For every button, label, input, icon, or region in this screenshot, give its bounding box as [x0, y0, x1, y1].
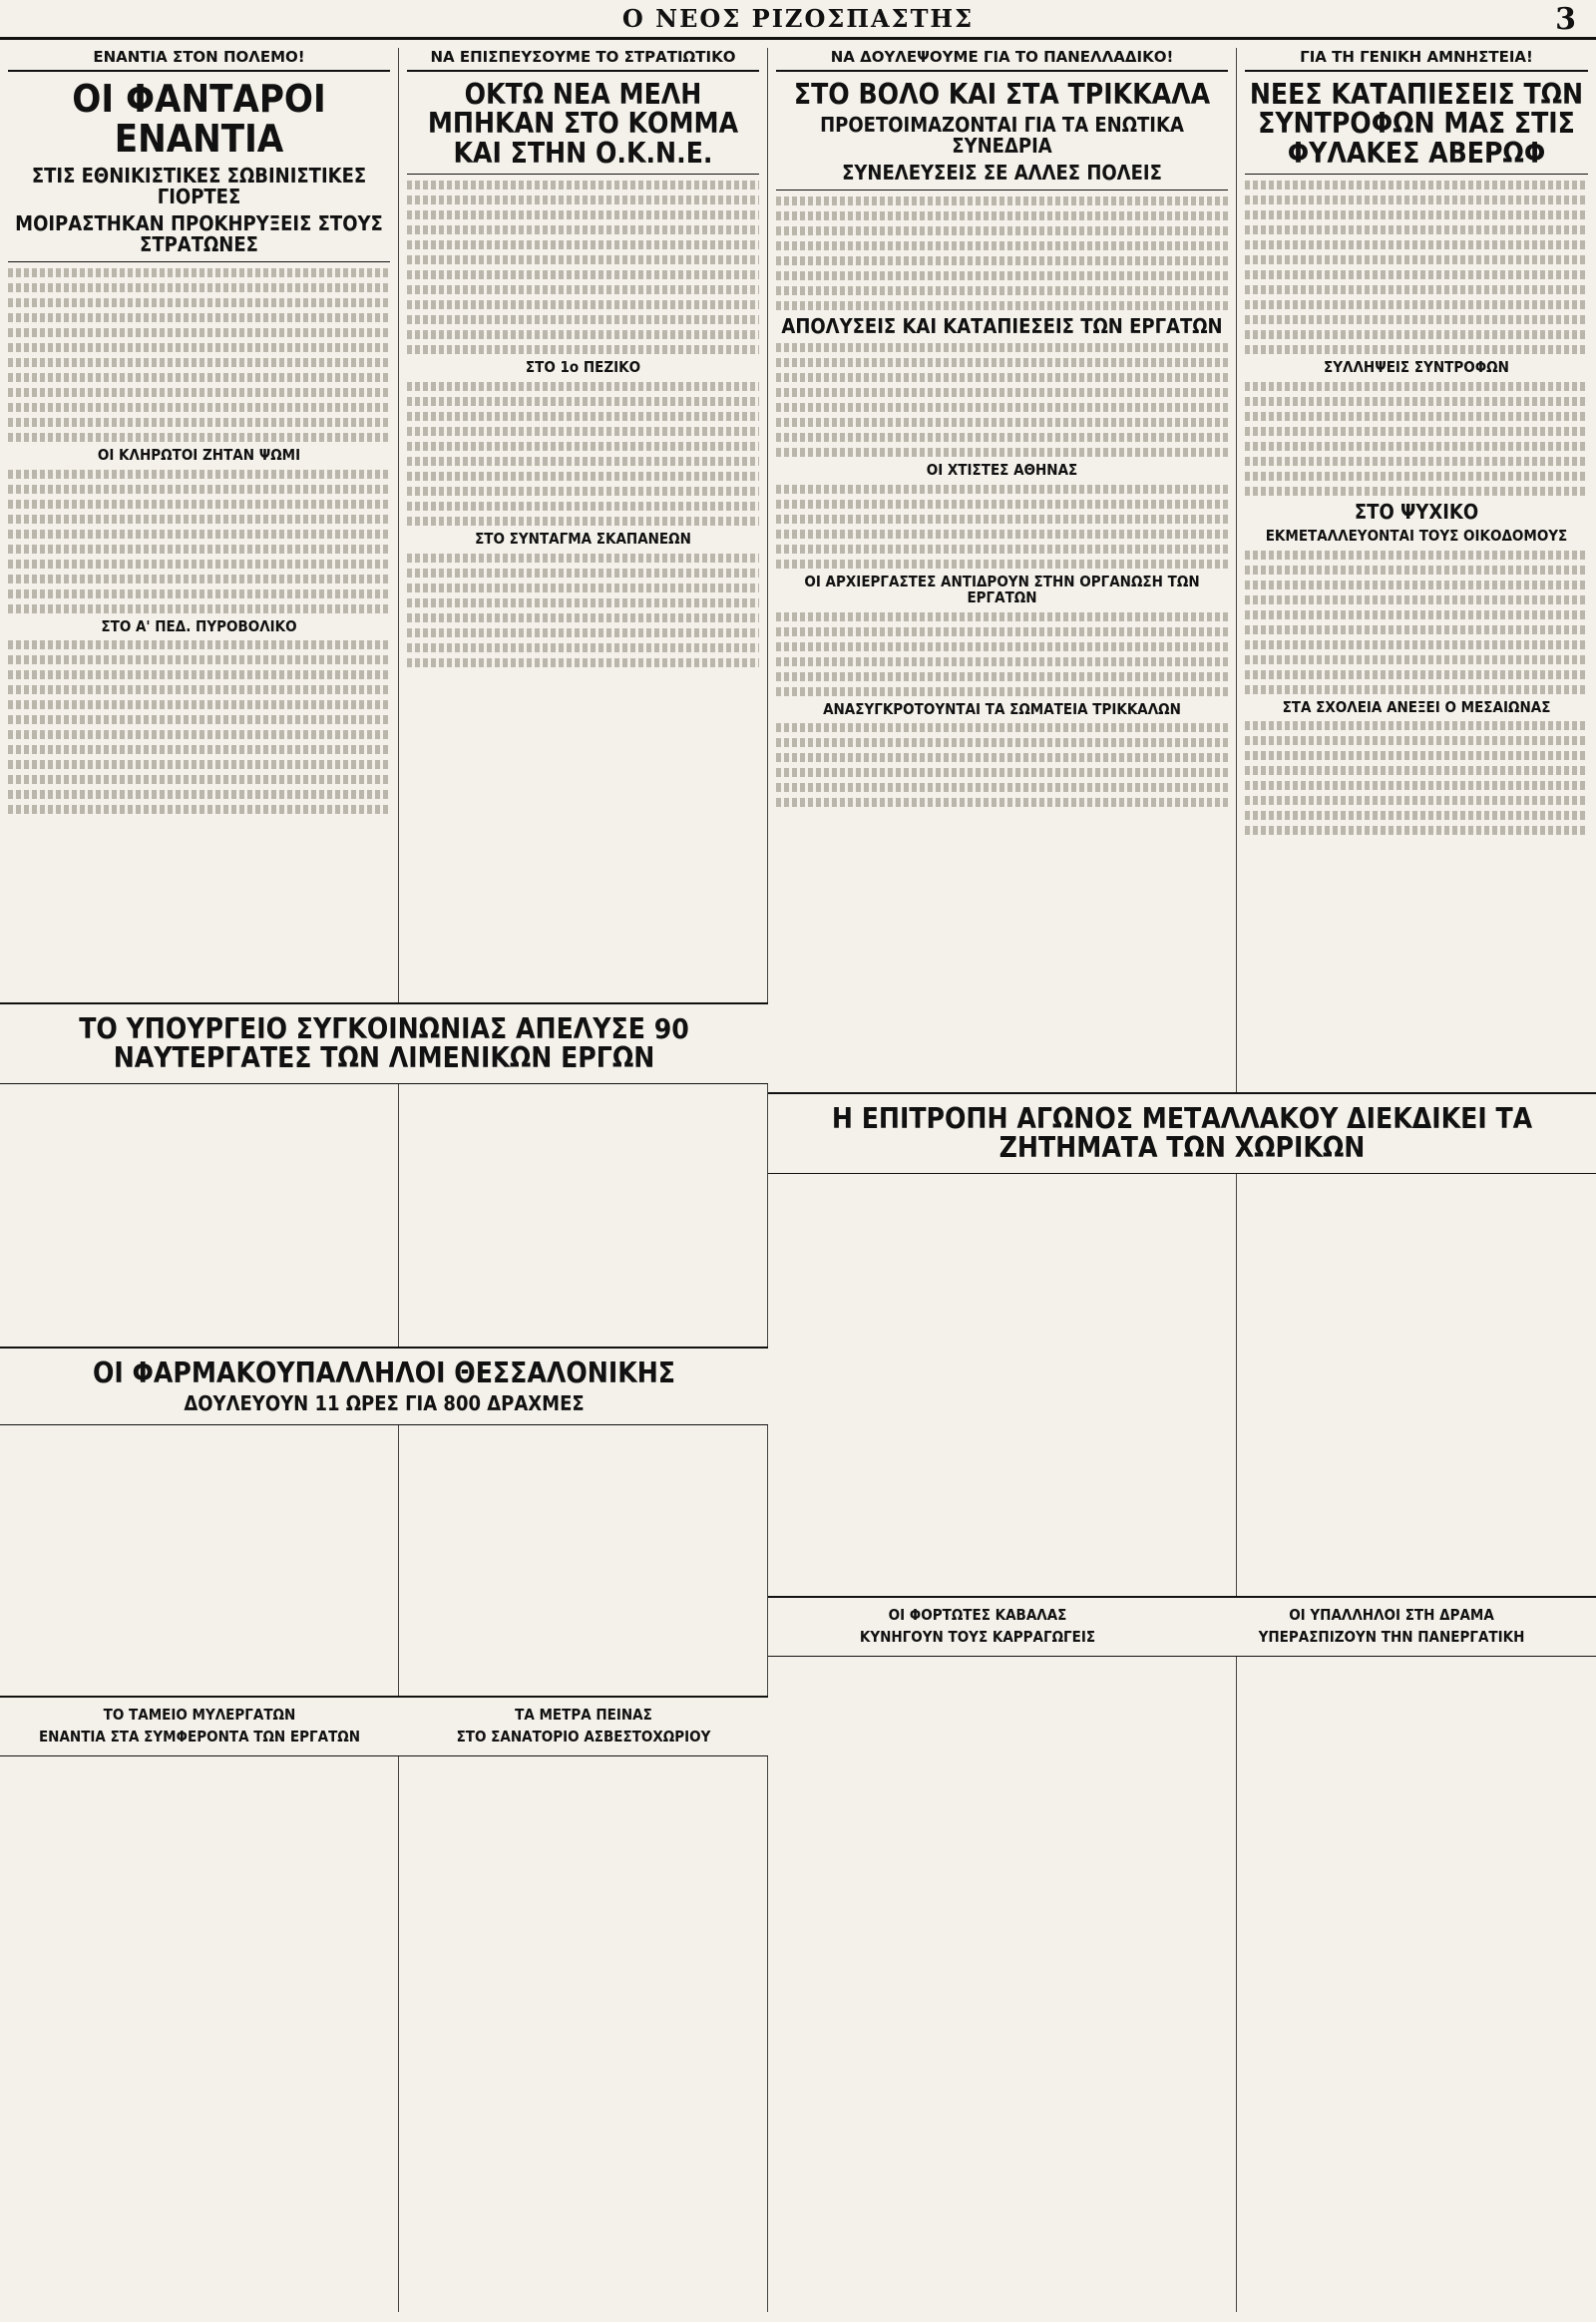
band-ministry-layoffs [0, 1002, 768, 1084]
divider [407, 174, 759, 175]
body-text [776, 343, 1228, 457]
divider [776, 190, 1228, 191]
col3-section-2: ΟΙ ΧΤΙΣΤΕΣ ΑΘΗΝΑΣ [926, 461, 1078, 480]
body-text [1245, 181, 1588, 354]
band1-headline: ΤΟ ΥΠΟΥΡΓΕΙΟ ΣΥΓΚΟΙΝΩΝΙΑΣ ΑΠΕΛΥΣΕ 90 ΝΑΥΤΕΡΓΑΤΕΣ ΤΩΝ ΛΙΜΕΝΙΚΩΝ ΕΡΓΩΝ [79, 1012, 689, 1075]
section-starvation-measures [399, 1696, 768, 1756]
body-text [8, 470, 390, 613]
band2-sub: ΔΟΥΛΕΥΟΥΝ 11 ΩΡΕΣ ΓΙΑ 800 ΔΡΑΧΜΕΣ [184, 1391, 585, 1416]
col4-kicker: ΓΙΑ ΤΗ ΓΕΝΙΚΗ ΑΜΝΗΣΤΕΙΑ! [1245, 48, 1588, 72]
section-kavala-loaders [768, 1596, 1187, 1657]
body-text [776, 723, 1228, 807]
divider [1245, 174, 1588, 175]
band2-headline: ΟΙ ΦΑΡΜΑΚΟΥΠΑΛΛΗΛΟΙ ΘΕΣΣΑΛΟΝΙΚΗΣ [92, 1356, 676, 1389]
bottom-c: ΟΙ ΦΟΡΤΩΤΕΣ ΚΑΒΑΛΑΣ [888, 1606, 1067, 1624]
body-text [8, 640, 390, 814]
bottom-d-sub: ΥΠΕΡΑΣΠΙΖΟΥΝ ΤΗΝ ΠΑΝΕΡΓΑΤΙΚΗ [1258, 1627, 1525, 1646]
section-drama-employees [1187, 1596, 1596, 1657]
col3-section-4: ΑΝΑΣΥΓΚΡΟΤΟΥΝΤΑΙ ΤΑ ΣΩΜΑΤΕΙΑ ΤΡΙΚΚΑΛΩΝ [823, 699, 1181, 718]
col1-kicker: ΕΝΑΝΤΙΑ ΣΤΟΝ ΠΟΛΕΜΟ! [8, 48, 390, 72]
column-4 [1237, 48, 1596, 2312]
page-number: 3 [1555, 2, 1576, 37]
col1-section-2: ΣΤΟ Α' ΠΕΔ. ΠΥΡΟΒΟΛΙΚΟ [101, 616, 297, 635]
body-text [776, 196, 1228, 310]
col3-sub2: ΣΥΝΕΛΕΥΣΕΙΣ ΣΕ ΑΛΛΕΣ ΠΟΛΕΙΣ [842, 161, 1162, 186]
col1-sub1: ΣΤΙΣ ΕΘΝΙΚΙΣΤΙΚΕΣ ΣΩΒΙΝΙΣΤΙΚΕΣ ΓΙΟΡΤΕΣ [31, 163, 367, 208]
body-text [407, 382, 759, 526]
body-text [407, 181, 759, 354]
col3-sub1: ΠΡΟΕΤΟΙΜΑΖΟΝΤΑΙ ΓΙΑ ΤΑ ΕΝΩΤΙΚΑ ΣΥΝΕΔΡΙΑ [820, 113, 1184, 159]
divider [8, 261, 390, 262]
column-2 [399, 48, 768, 2312]
bottom-a: ΤΟ ΤΑΜΕΙΟ ΜΥΛΕΡΓΑΤΩΝ [103, 1706, 296, 1724]
body-text [1245, 551, 1588, 694]
col2-kicker: ΝΑ ΕΠΙΣΠΕΥΣΟΥΜΕ ΤΟ ΣΤΡΑΤΙΩΤΙΚΟ [407, 48, 759, 72]
col4-sub2: ΕΚΜΕΤΑΛΛΕΥΟΝΤΑΙ ΤΟΥΣ ΟΙΚΟΔΟΜΟΥΣ [1265, 526, 1568, 545]
section-millworkers-fund [0, 1696, 399, 1756]
col4-section-1: ΣΥΛΛΗΨΕΙΣ ΣΥΝΤΡΟΦΩΝ [1324, 358, 1509, 377]
col1-sub2: ΜΟΙΡΑΣΤΗΚΑΝ ΠΡΟΚΗΡΥΞΕΙΣ ΣΤΟΥΣ ΣΤΡΑΤΩΝΕΣ [15, 210, 383, 256]
body-text [407, 554, 759, 667]
col3-section-3: ΟΙ ΑΡΧΙΕΡΓΑΣΤΕΣ ΑΝΤΙΔΡΟΥΝ ΣΤΗΝ ΟΡΓΑΝΩΣΗ ΤΩΝ ΕΡΓΑΤΩΝ [804, 573, 1200, 606]
col2-section-1: ΣΤΟ 1ο ΠΕΖΙΚΟ [525, 358, 641, 377]
col3-section-1: ΑΠΟΛΥΣΕΙΣ ΚΑΙ ΚΑΤΑΠΙΕΣΕΙΣ ΤΩΝ ΕΡΓΑΤΩΝ [781, 314, 1223, 339]
body-text [1245, 721, 1588, 835]
newspaper-title: Ο ΝΕΟΣ ΡΙΖΟΣΠΑΣΤΗΣ [621, 4, 975, 33]
col1-headline: ΟΙ ΦΑΝΤΑΡΟΙ ΕΝΑΝΤΙΑ [72, 77, 326, 161]
col3-headline: ΣΤΟ ΒΟΛΟ ΚΑΙ ΣΤΑ ΤΡΙΚΚΑΛΑ [793, 78, 1211, 111]
col2-section-2: ΣΤΟ ΣΥΝΤΑΓΜΑ ΣΚΑΠΑΝΕΩΝ [475, 529, 691, 548]
band3-headline: Η ΕΠΙΤΡΟΠΗ ΑΓΩΝΟΣ ΜΕΤΑΛΛΑΚΟΥ ΔΙΕΚΔΙΚΕΙ ΤΑ ΖΗΤΗΜΑΤΑ ΤΩΝ ΧΩΡΙΚΩΝ [831, 1102, 1533, 1165]
column-3 [768, 48, 1237, 2312]
col3-kicker: ΝΑ ΔΟΥΛΕΨΟΥΜΕ ΓΙΑ ΤΟ ΠΑΝΕΛΛΑΔΙΚΟ! [776, 48, 1228, 72]
col4-headline: ΝΕΕΣ ΚΑΤΑΠΙΕΣΕΙΣ ΤΩΝ ΣΥΝΤΡΟΦΩΝ ΜΑΣ ΣΤΙΣ ΦΥΛΑΚΕΣ ΑΒΕΡΩΦ [1249, 78, 1584, 170]
bottom-b: ΤΑ ΜΕΤΡΑ ΠΕΙΝΑΣ [515, 1706, 652, 1724]
band-pharmacy-workers [0, 1347, 768, 1425]
body-text [1245, 382, 1588, 496]
bottom-a-sub: ΕΝΑΝΤΙΑ ΣΤΑ ΣΥΜΦΕΡΟΝΤΑ ΤΩΝ ΕΡΓΑΤΩΝ [38, 1727, 361, 1745]
bottom-d: ΟΙ ΥΠΑΛΛΗΛΟΙ ΣΤΗ ΔΡΑΜΑ [1289, 1606, 1494, 1624]
col4-section-2: ΣΤΟ ΨΥΧΙΚΟ [1354, 499, 1479, 524]
col2-headline: ΟΚΤΩ ΝΕΑ ΜΕΛΗ ΜΠΗΚΑΝ ΣΤΟ ΚΟΜΜΑ ΚΑΙ ΣΤΗΝ Ο.Κ.Ν.Ε. [427, 78, 739, 170]
bottom-b-sub: ΣΤΟ ΣΑΝΑΤΟΡΙΟ ΑΣΒΕΣΤΟΧΩΡΙΟΥ [456, 1727, 711, 1745]
bottom-c-sub: ΚΥΝΗΓΟΥΝ ΤΟΥΣ ΚΑΡΡΑΓΩΓΕΙΣ [859, 1627, 1096, 1646]
body-text [776, 485, 1228, 569]
col1-section-1: ΟΙ ΚΛΗΡΩΤΟΙ ΖΗΤΑΝ ΨΩΜΙ [97, 445, 301, 464]
band-metallakos-committee [768, 1092, 1596, 1174]
column-1 [0, 48, 399, 2312]
body-text [776, 612, 1228, 696]
masthead [0, 0, 1596, 40]
body-text [8, 268, 390, 442]
col4-section-3: ΣΤΑ ΣΧΟΛΕΙΑ ΑΝΕΞΕΙ Ο ΜΕΣΑΙΩΝΑΣ [1282, 697, 1551, 716]
